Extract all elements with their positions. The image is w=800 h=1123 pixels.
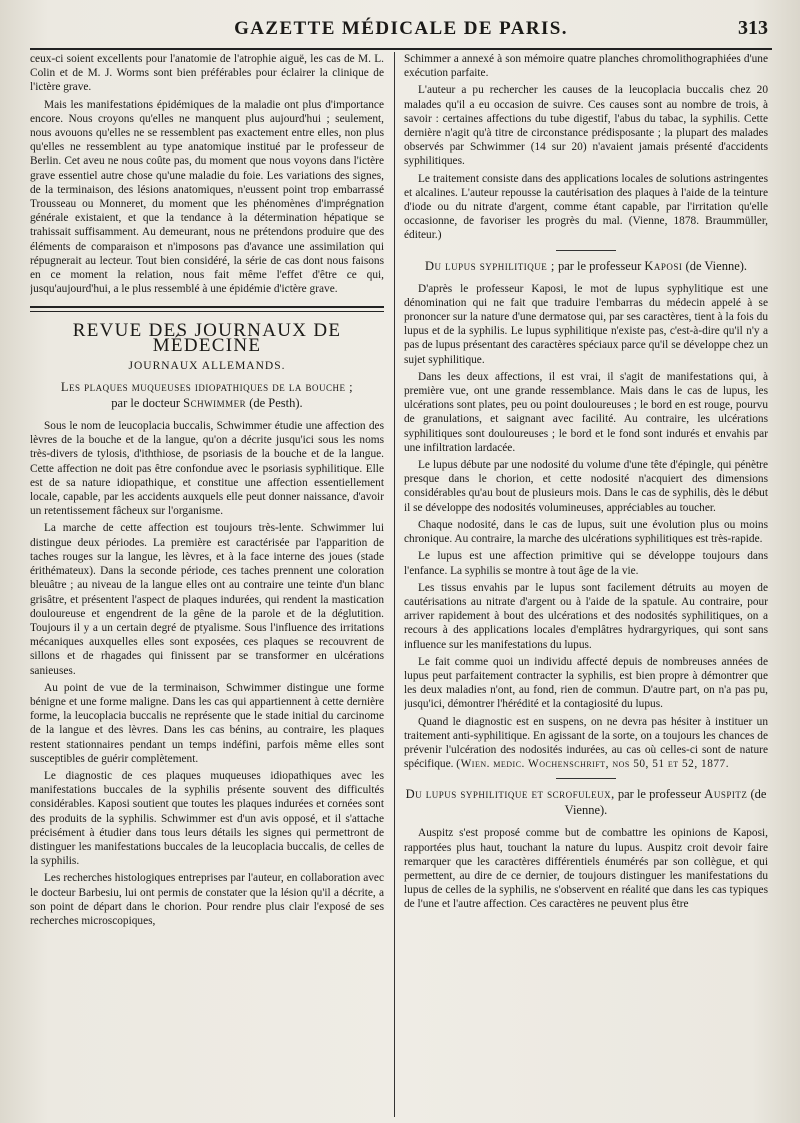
paragraph: Le lupus est une affection primitive qui se développe toujours dans l'enfance. La syphilis se montre à tout âge de la vie. [404,550,768,577]
article-title [404,258,768,274]
article-author: Kaposi [644,258,683,273]
right-column [404,52,768,1117]
paragraph: Auspitz s'est proposé comme but de combattre les opinions de Kaposi, rapportées plus haut, touchant la nature du lupus. Auspitz croit devoir faire remarquer que les caractères différentiels énumérés par son collègue, et qui permettent, au dire de ce dernier, de toujours distinguer les manifestations du lupus de celles de la syphilis, ne s'observent en réalité que dans les cas typiques de l'une et l'autre affection. Ces caractères ne peuvent plus être [404,827,768,911]
paragraph: Les tissus envahis par le lupus sont facilement détruits au moyen de cautérisations au nitrate d'argent ou à l'aide de la spatule. Au contraire, pour arriver rapidement à bout des ulcérations et des nodosités syphilitiques, on a recours à des applications locales d'emplâtres hydrargyriques, qui sont sans influence sur les manifestations du lupus. [404,581,768,651]
page-number: 313 [738,17,768,39]
article-rule [556,778,616,779]
paragraph: Les recherches histologiques entreprises par l'auteur, en collaboration avec le docteur Barbesiu, lui ont permis de constater que la lésion qu'il a décrite, a son point de départ dans le chorion. Pour rendre plus clair l'exposé de ses recherches microscopiques, [30,872,384,927]
page-header [30,8,772,50]
paragraph: Dans les deux affections, il est vrai, il s'agit de manifestations qui, à première vue, ont une grande ressemblance. Mais dans le cas de lupus, les ulcérations sont plates, peu ou point douloureuses ; le bord en est rouge, pourvu de granulations, et saignant avec facilité. Au contraire, les ulcérations syphilitiques sont douloureuses ; le bord et le fond sont indurés et envahis par une infiltration lardacée. [404,370,768,454]
left-column [30,52,384,1117]
journal-title: GAZETTE MÉDICALE DE PARIS. [234,18,568,39]
article-source: (Wien. medic. Wochenschrift, nos 50, 51 et 52, 1877. [456,758,730,771]
article-place: (de Pesth). [249,396,303,411]
paragraph: Sous le nom de leucoplacia buccalis, Schwimmer étudie une affection des lèvres de la bouche et de la langue, qu'on a décrite jusqu'ici sous les noms très-divers de tylosis, d'iththiose, de psoriasis de la bouche et de la langue. Cette affection ne doit pas être confondue avec le psoriasis syphilitique. Elle est de sa nature idiopathique, et constitue une affection essentiellement locale, capable, par les accidents auxquels elle peut donner naissance, d'avoir un retentissement fâcheux sur l'organisme. [30,420,384,518]
paragraph-text: Quand le diagnostic est en suspens, on ne devra pas hésiter à instituer un traitement anti-syphilitique. En agissant de la sorte, on a toujours les chances de prévenir l'ulcération des nodosités indurées, au cas où celles-ci sont de nature spécifique. [404,715,768,771]
section-heading: REVUE DES JOURNAUX DE MÉDECINE [72,320,342,356]
article-place: (de Vienne). [685,258,748,273]
article-place: (de Vienne). [564,787,767,818]
article-title-by: par le professeur [557,258,642,273]
paragraph: Mais les manifestations épidémiques de la maladie ont plus d'importance encore. Nous croyons qu'elles ne manquent plus aujourd'hui ; seulement, nous avouons qu'elles ne se ressemblent pas exactement entre elles, non plus qu'elles ne ressemblent au type anatomique institué par le professeur de Berlin. Cet aveu ne nous coûte pas, du moment que nous voyons dans l'ictère grave essentiel autre chose qu'une maladie du foie. Les variations des signes, de la terminaison, des lésions anatomiques, n'eussent point trop embarrassé Trousseau ou Monneret, du moment que les phénomènes d'imprégnation générale existaient, et que la tendance à la détermination hépatique se trahissait suffisamment. Au demeurant, nous ne prétendons produire que des éléments de comparaison et n'imposons pas d'avance une assimilation qui répugnerait au lecteur. Tout bien considéré, la série de cas dont nous faisons en ce moment la relation, nous fait même l'effet d'être ce qui, jusqu'aujourd'hui, a le plus ressemblé à une épidémie d'ictère grave. [30,98,384,296]
paragraph [404,715,768,772]
paragraph: ceux-ci soient excellents pour l'anatomie de l'atrophie aiguë, les cas de M. L. Colin et de M. J. Worms sont bien préférables pour éclairer la clinique de l'ictère grave. [30,53,384,94]
article-title-by: par le professeur [617,787,702,802]
column-divider [394,52,395,1117]
paragraph: Le lupus débute par une nodosité du volume d'une tête d'épingle, qui pénètre presque dans le chorion, et cette nodosité n'acquiert des dimensions considérables qu'au bout de plusieurs mois. Dans le cas de syphilis, dès le début il se développe des nodosités volumineuses, appréciables au toucher. [404,459,768,514]
section-rule [30,306,384,312]
paragraph: D'après le professeur Kaposi, le mot de lupus syphylitique est une dénomination qui ne fait que traduire l'embarras du médecin appelé à se prononcer sur la nature d'une dermatose qui, par ses caractères, tient à la fois du lupus et de la syphilis. Le lupus syphilitique n'existe pas, c'est-à-dire qu'il n'y a pas de lupus présentant des caractères spéciaux parce qu'il se développe chez un sujet syphilitique. [404,282,768,366]
article-title-lead: Les plaques muqueuses idiopathiques de la bouche ; [60,380,354,395]
article-title-by: par le docteur [111,396,181,411]
article-title [30,379,384,411]
article-author: Auspitz [704,787,748,802]
article-author: Schwimmer [183,396,247,411]
paragraph: Le fait comme quoi un individu affecté depuis de nombreuses années de lupus peut parfaitement contracter la syphilis, est bien propre à démontrer que les deux maladies n'ont, au fond, rien de commun. D'autre part, on n'a pas pu, jusqu'ici, démontrer l'hérédité et la contagiosité du lupus. [404,655,768,711]
paragraph: Au point de vue de la terminaison, Schwimmer distingue une forme bénigne et une forme maligne. Dans les cas qui appartiennent à cette dernière forme, la leucoplacia buccalis ne représente que le stade initial du carcinome de la langue et des lèvres. Dans les cas bénins, au contraire, les plaques restent stationnaires pendant un temps indéfini, parfois même elles sont susceptibles de guérir complètement. [30,681,384,765]
section-subheading: JOURNAUX ALLEMANDS. [128,359,286,372]
paragraph: Le diagnostic de ces plaques muqueuses idiopathiques avec les manifestations buccales de la syphilis présente souvent des difficultés considérables. Kaposi soutient que toutes les plaques indurées et cornées sont des produits de la syphilis. Schwimmer est d'un avis opposé, et il s'attache précisément à étudier dans tous leurs détails les signes qui permettront de distinguer les manifestations buccales de la leucoplacia buccalis, de celles de la syphilis. [30,769,384,868]
article-title-lead: Du lupus syphilitique et scrofuleux, [405,787,615,802]
paragraph: Chaque nodosité, dans le cas de lupus, suit une évolution plus ou moins chronique. Au contraire, la marche des ulcérations syphilitiques est très-rapide. [404,518,768,546]
paragraph: L'auteur a pu rechercher les causes de la leucoplacia buccalis chez 20 malades qu'il a eu occasion de suivre. Ces causes sont au nombre de trois, à savoir : certaines affections du tube digestif, l'abus du tabac, la syphilis. Cette dernière n'agit qu'à titre de circonstance prédisposante ; la plupart des malades observés par Schwimmer (14 sur 20) n'avaient jamais présenté d'accidents syphilitiques. [404,84,768,168]
paragraph: Schimmer a annexé à son mémoire quatre planches chromolithographiées d'une exécution parfaite. [404,53,768,80]
article-title-lead: Du lupus syphilitique ; [424,258,555,273]
paragraph: Le traitement consiste dans des applications locales de solutions astringentes et alcalines. L'auteur repousse la cautérisation des plaques à l'aide de la teinture d'iode ou du nitrate d'argent, comme étant capable, par l'irritation qu'elle occasionne, de favoriser les progrès du mal. (Vienne, 1878. Braummüller, éditeur.) [404,172,768,242]
paragraph: La marche de cette affection est toujours très-lente. Schwimmer lui distingue deux périodes. La première est caractérisée par l'apparition de taches rouges sur la langue, les lèvres, et à la face interne des joues (stade érithémateux). Dans la seconde période, ces taches prennent une coloration bleuâtre ; au niveau de la langue elles ont au contraire une teinte d'un blanc grisâtre, et présentent l'aspect de plaques indurées, qui rendent la mastication douloureuse et engendrent de la gêne de la parole et de la déglutition. Toujours il y a un certain degré de ptyalisme. Sous l'influence des irritations mécaniques auxquelles elles sont exposées, ces plaques se recouvrent de sillons et de rhagades qui finissent par se transformer en ulcérations sanieuses. [30,522,384,677]
article-title [404,786,768,818]
article-rule [556,250,616,251]
